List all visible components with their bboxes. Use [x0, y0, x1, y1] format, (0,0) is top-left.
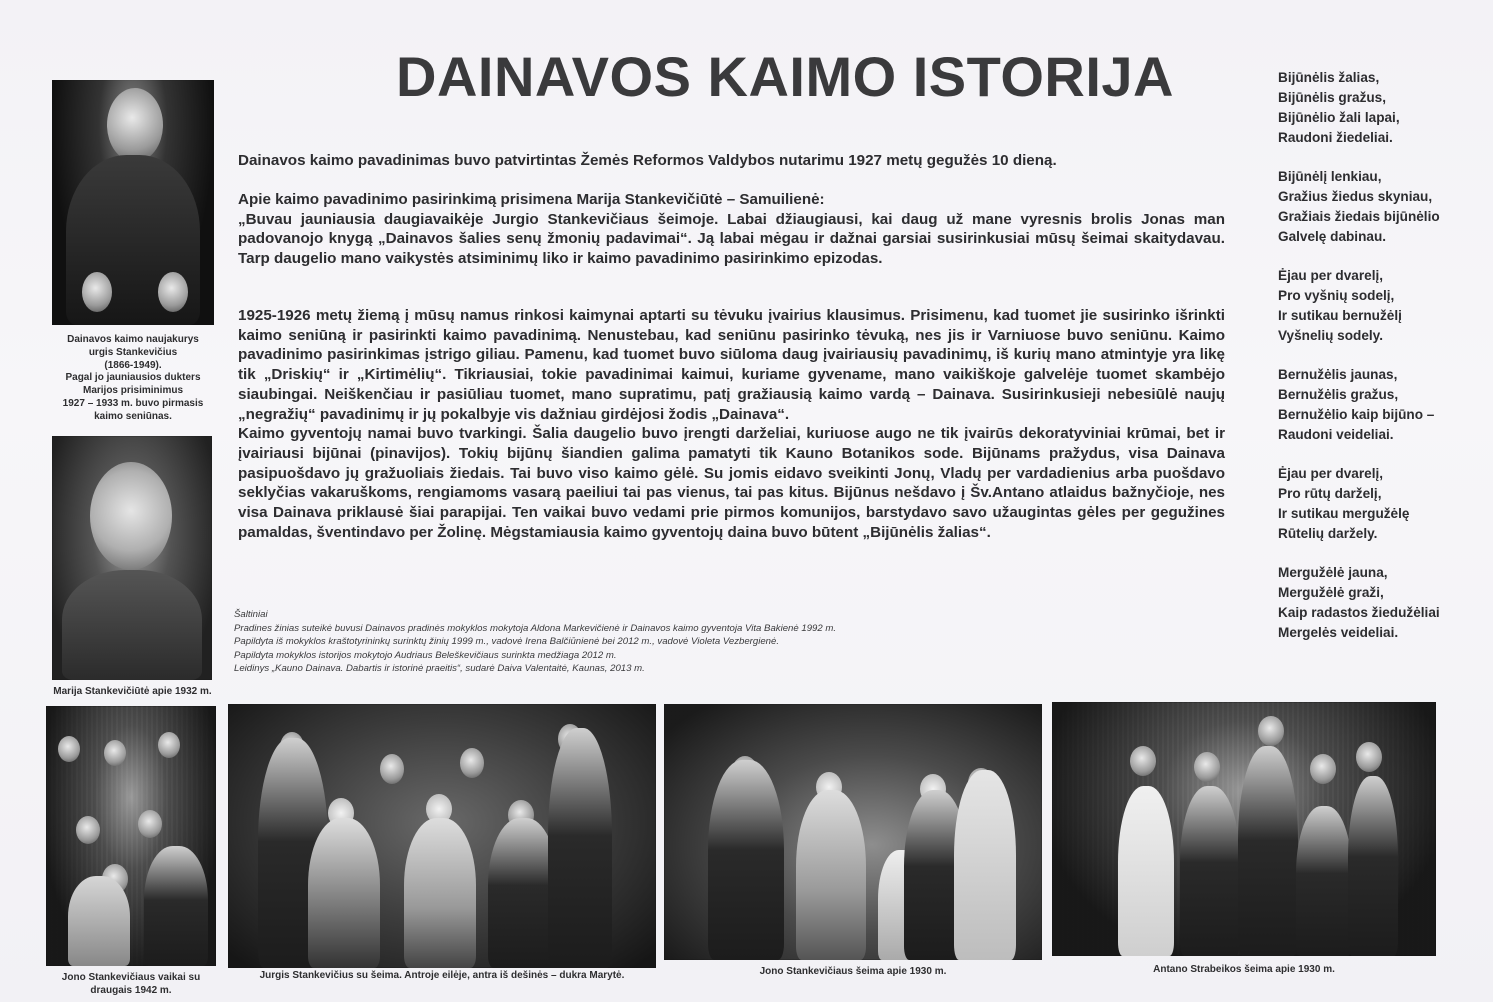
source-line: Leidinys „Kauno Dainava. Dabartis ir istorinė praeitis“, sudarė Daiva Valentaitė, Kaunas, 2013 m. — [234, 663, 645, 674]
caption-line: 1927 – 1933 m. buvo pirmasis — [62, 397, 204, 409]
photo-jono-vaikai — [46, 706, 216, 966]
person-head — [1258, 716, 1284, 746]
intro-text: Dainavos kaimo pavadinimas buvo patvirtintas Žemės Reformos Valdybos nutarimu 1927 metų gegužės 10 dieną. — [238, 152, 1057, 169]
caption-line: Dainavos kaimo naujakurys — [67, 334, 199, 345]
portrait-hand-left — [82, 272, 112, 312]
song-line: Pro rūtų darželį, — [1278, 486, 1382, 501]
memory-paragraph-1: „Buvau jauniausia daugiavaikėje Jurgio Stankevičiaus šeimoje. Labai džiaugiausi, kai daug už mane vyresnis brolis Jonas man padovanojo knygą „Dainavos šalies senų žmonių padavimai“. Ją labai mėgau ir dažnai garsiai susirinkusiai mūsų šeimai skaitydavau. Tarp daugelio mano vaikystės atsiminimų liko ir kaimo pavadinimo pasirinkimo epizodas. — [238, 210, 1225, 268]
song-line: Bijūnėlis žalias, — [1278, 70, 1380, 85]
song-line: Bijūnėlį lenkiau, — [1278, 169, 1382, 184]
person-figure — [144, 846, 208, 966]
person-figure — [404, 818, 476, 968]
song-bijunelis-zalias — [1262, 68, 1472, 662]
source-line: Papildyta mokyklos istorijos mokytojo Audriaus Beleškevičiaus surinkta medžiaga 2012 m. — [234, 649, 617, 661]
song-line: Mergužėlė graži, — [1278, 585, 1384, 600]
song-line: Raudoni veideliai. — [1278, 427, 1394, 442]
person-head — [1130, 746, 1156, 776]
person-head — [1194, 752, 1220, 782]
person-figure — [1238, 746, 1298, 956]
person-figure — [954, 770, 1016, 960]
person-figure — [548, 728, 612, 968]
photo-jurgis-portrait — [52, 80, 214, 325]
person-head — [138, 810, 162, 838]
song-line: Bernužėlio kaip bijūno – — [1278, 407, 1435, 422]
intro-paragraph — [238, 151, 1225, 171]
portrait-hand-right — [158, 272, 188, 312]
song-line: Kaip radastos žiedužėliai — [1278, 605, 1440, 620]
person-head — [1310, 754, 1336, 784]
photo-jono-seima — [664, 704, 1042, 960]
caption-line: Jono Stankevičiaus vaikai su — [61, 972, 201, 983]
person-figure — [1348, 776, 1398, 956]
person-head — [58, 736, 80, 762]
person-figure — [308, 818, 380, 968]
song-stanza — [1262, 266, 1472, 346]
person-head — [158, 732, 180, 758]
caption-line: Marijos prisiminimus — [82, 385, 184, 397]
memory-paragraph-2: 1925-1926 metų žiemą į mūsų namus rinkosi kaimynai aptarti su tėvuku įvairius klausimus. Prisimenu, kad tuomet jie susirinko išrinkti kaimo seniūną ir pasirinkti kaimo pavadinimą. Nenustebau, kad seniūnu pasirinko tėvuką, nes jis ir Varniuose buvo seniūnu. Kaimo pavadinimo pasirinkimas įstrigo giliau. Pamenu, kad tuomet buvo siūloma daug įvairiausių pavadinimų, iš kurių mano atmintyje yra likę tik „Driskių“ ir „Kirtimėlių“. Tikriausiai, tokie pavadinimai kaimui, kuriame gyvename, mano vaikiškoje galvelėje tuomet skambėjo siaubingai. Neiškenčiau ir pasiūliau tuomet, mano supratimu, patį gražiausią kaimo vardą – Dainava. Susirinkusieji nebesiūlė naujų „negražių“ pavadinimų ir jų pokalbyje vis dažniau girdėjosi žodis „Dainava“. — [238, 307, 1225, 423]
person-figure — [1180, 786, 1240, 956]
page-title: DAINAVOS KAIMO ISTORIJA — [396, 45, 1174, 108]
caption-line: urgis Stankevičius — [88, 346, 178, 358]
sources-block — [234, 608, 954, 676]
song-line: Mergužėlė jauna, — [1278, 565, 1388, 580]
song-line: Rūtelių daržely. — [1278, 526, 1378, 541]
caption-line: draugais 1942 m. — [90, 984, 172, 996]
memory-text-2 — [238, 306, 1225, 542]
song-line: Gražius žiedus skyniau, — [1278, 189, 1433, 204]
song-stanza — [1262, 464, 1472, 544]
song-line: Mergelės veideliai. — [1278, 625, 1399, 640]
song-stanza — [1262, 563, 1472, 643]
caption-jono-vaikai — [36, 972, 226, 998]
person-figure — [1296, 806, 1352, 956]
song-line: Ir sutikau bernužėlį — [1278, 308, 1402, 323]
caption-jurgis-portrait — [38, 334, 228, 424]
person-head — [380, 754, 404, 784]
caption-line: kaimo seniūnas. — [94, 410, 172, 422]
song-line: Bijūnėlis gražus, — [1278, 90, 1387, 105]
song-line: Ėjau per dvarelį, — [1278, 466, 1384, 481]
song-line: Ir sutikau mergužėlę — [1278, 506, 1410, 521]
person-figure — [68, 876, 130, 966]
song-line: Galvelę dabinau. — [1278, 229, 1387, 244]
memory-intro: Apie kaimo pavadinimo pasirinkimą prisimena Marija Stankevičiūtė – Samuilienė: — [238, 191, 825, 208]
caption-jono-seima: Jono Stankevičiaus šeima apie 1930 m. — [759, 966, 947, 977]
person-figure — [708, 760, 784, 960]
caption-jurgis-seima: Jurgis Stankevičius su šeima. Antroje eilėje, antra iš dešinės – dukra Marytė. — [259, 970, 625, 981]
caption-line: Pagal jo jauniausios dukters — [65, 372, 201, 384]
song-line: Pro vyšnių sodelį, — [1278, 288, 1395, 303]
photo-marija-portrait — [52, 436, 212, 680]
song-stanza — [1262, 68, 1472, 148]
song-line: Raudoni žiedeliai. — [1278, 130, 1393, 145]
person-figure — [1118, 786, 1174, 956]
caption-marija-portrait: Marija Stankevičiūtė apie 1932 m. — [53, 686, 212, 697]
source-line: Papildyta iš mokyklos kraštotyrininkų surinktų žinių 1999 m., vadovė Irena Balčiūnienė bei 2012 m., vadovė Violeta Vezbergienė. — [234, 636, 780, 647]
portrait-face — [107, 88, 163, 162]
song-stanza — [1262, 365, 1472, 445]
person-figure — [796, 790, 866, 960]
song-line: Gražiais žiedais bijūnėlio — [1278, 209, 1440, 224]
portrait-body — [62, 570, 202, 680]
photo-jurgis-seima — [228, 704, 656, 968]
person-head — [1356, 742, 1382, 772]
song-line: Bijūnėlio žali lapai, — [1278, 110, 1400, 125]
song-line: Vyšnelių sodely. — [1278, 328, 1384, 343]
photo-strabeikos-seima — [1052, 702, 1436, 956]
song-line: Bernužėlis gražus, — [1278, 387, 1399, 402]
song-stanza — [1262, 167, 1472, 247]
person-head — [76, 816, 100, 844]
song-line: Ėjau per dvarelį, — [1278, 268, 1384, 283]
caption-strabeikos-seima: Antano Strabeikos šeima apie 1930 m. — [1153, 964, 1335, 975]
portrait-face — [90, 462, 172, 570]
person-head — [104, 740, 126, 766]
song-line: Bernužėlis jaunas, — [1278, 367, 1398, 382]
memory-paragraph-3: Kaimo gyventojų namai buvo tvarkingi. Šalia daugelio buvo įrengti darželiai, kuriuose augo ne tik įvairūs dekoratyviniai krūmai, bet ir įvairiausi bijūnai (pinavijos). Tokių bijūnų šiandien galima pamatyti tik Kauno Botanikos sode. Bijūnams pražydus, visa Dainava pasipuošdavo jų gražuoliais žiedais. Tai buvo viso kaimo gėlė. Su jomis eidavo sveikinti Jonų, Vladų per vardadienius arba puošdavo seklyčias vakaruškoms, rengiamoms vasarą paeiliui tai pas vienus, tai pas kitus. Bijūnus nešdavo į Šv.Antano atlaidus bažnyčioje, nes visa Dainava priklausė šiai parapijai. Ten vaikai buvo vedami prie pirmos komunijos, barstydavo savo užaugintas gėles per gegužines pamaldas, šventindavo per Žolinę. Mėgstamiausia kaimo gyventojų daina buvo būtent „Bijūnėlis žalias“. — [238, 425, 1225, 541]
memory-text — [238, 190, 1225, 269]
caption-line: (1866-1949). — [104, 359, 162, 371]
sources-heading: Šaltiniai — [234, 609, 268, 620]
source-line: Pradines žinias suteikė buvusi Dainavos pradinės mokyklos mokytoja Aldona Markevičienė ir Dainavos kaimo gyventoja Vita Bakienė 1992 m. — [234, 622, 837, 634]
person-head — [460, 748, 484, 778]
